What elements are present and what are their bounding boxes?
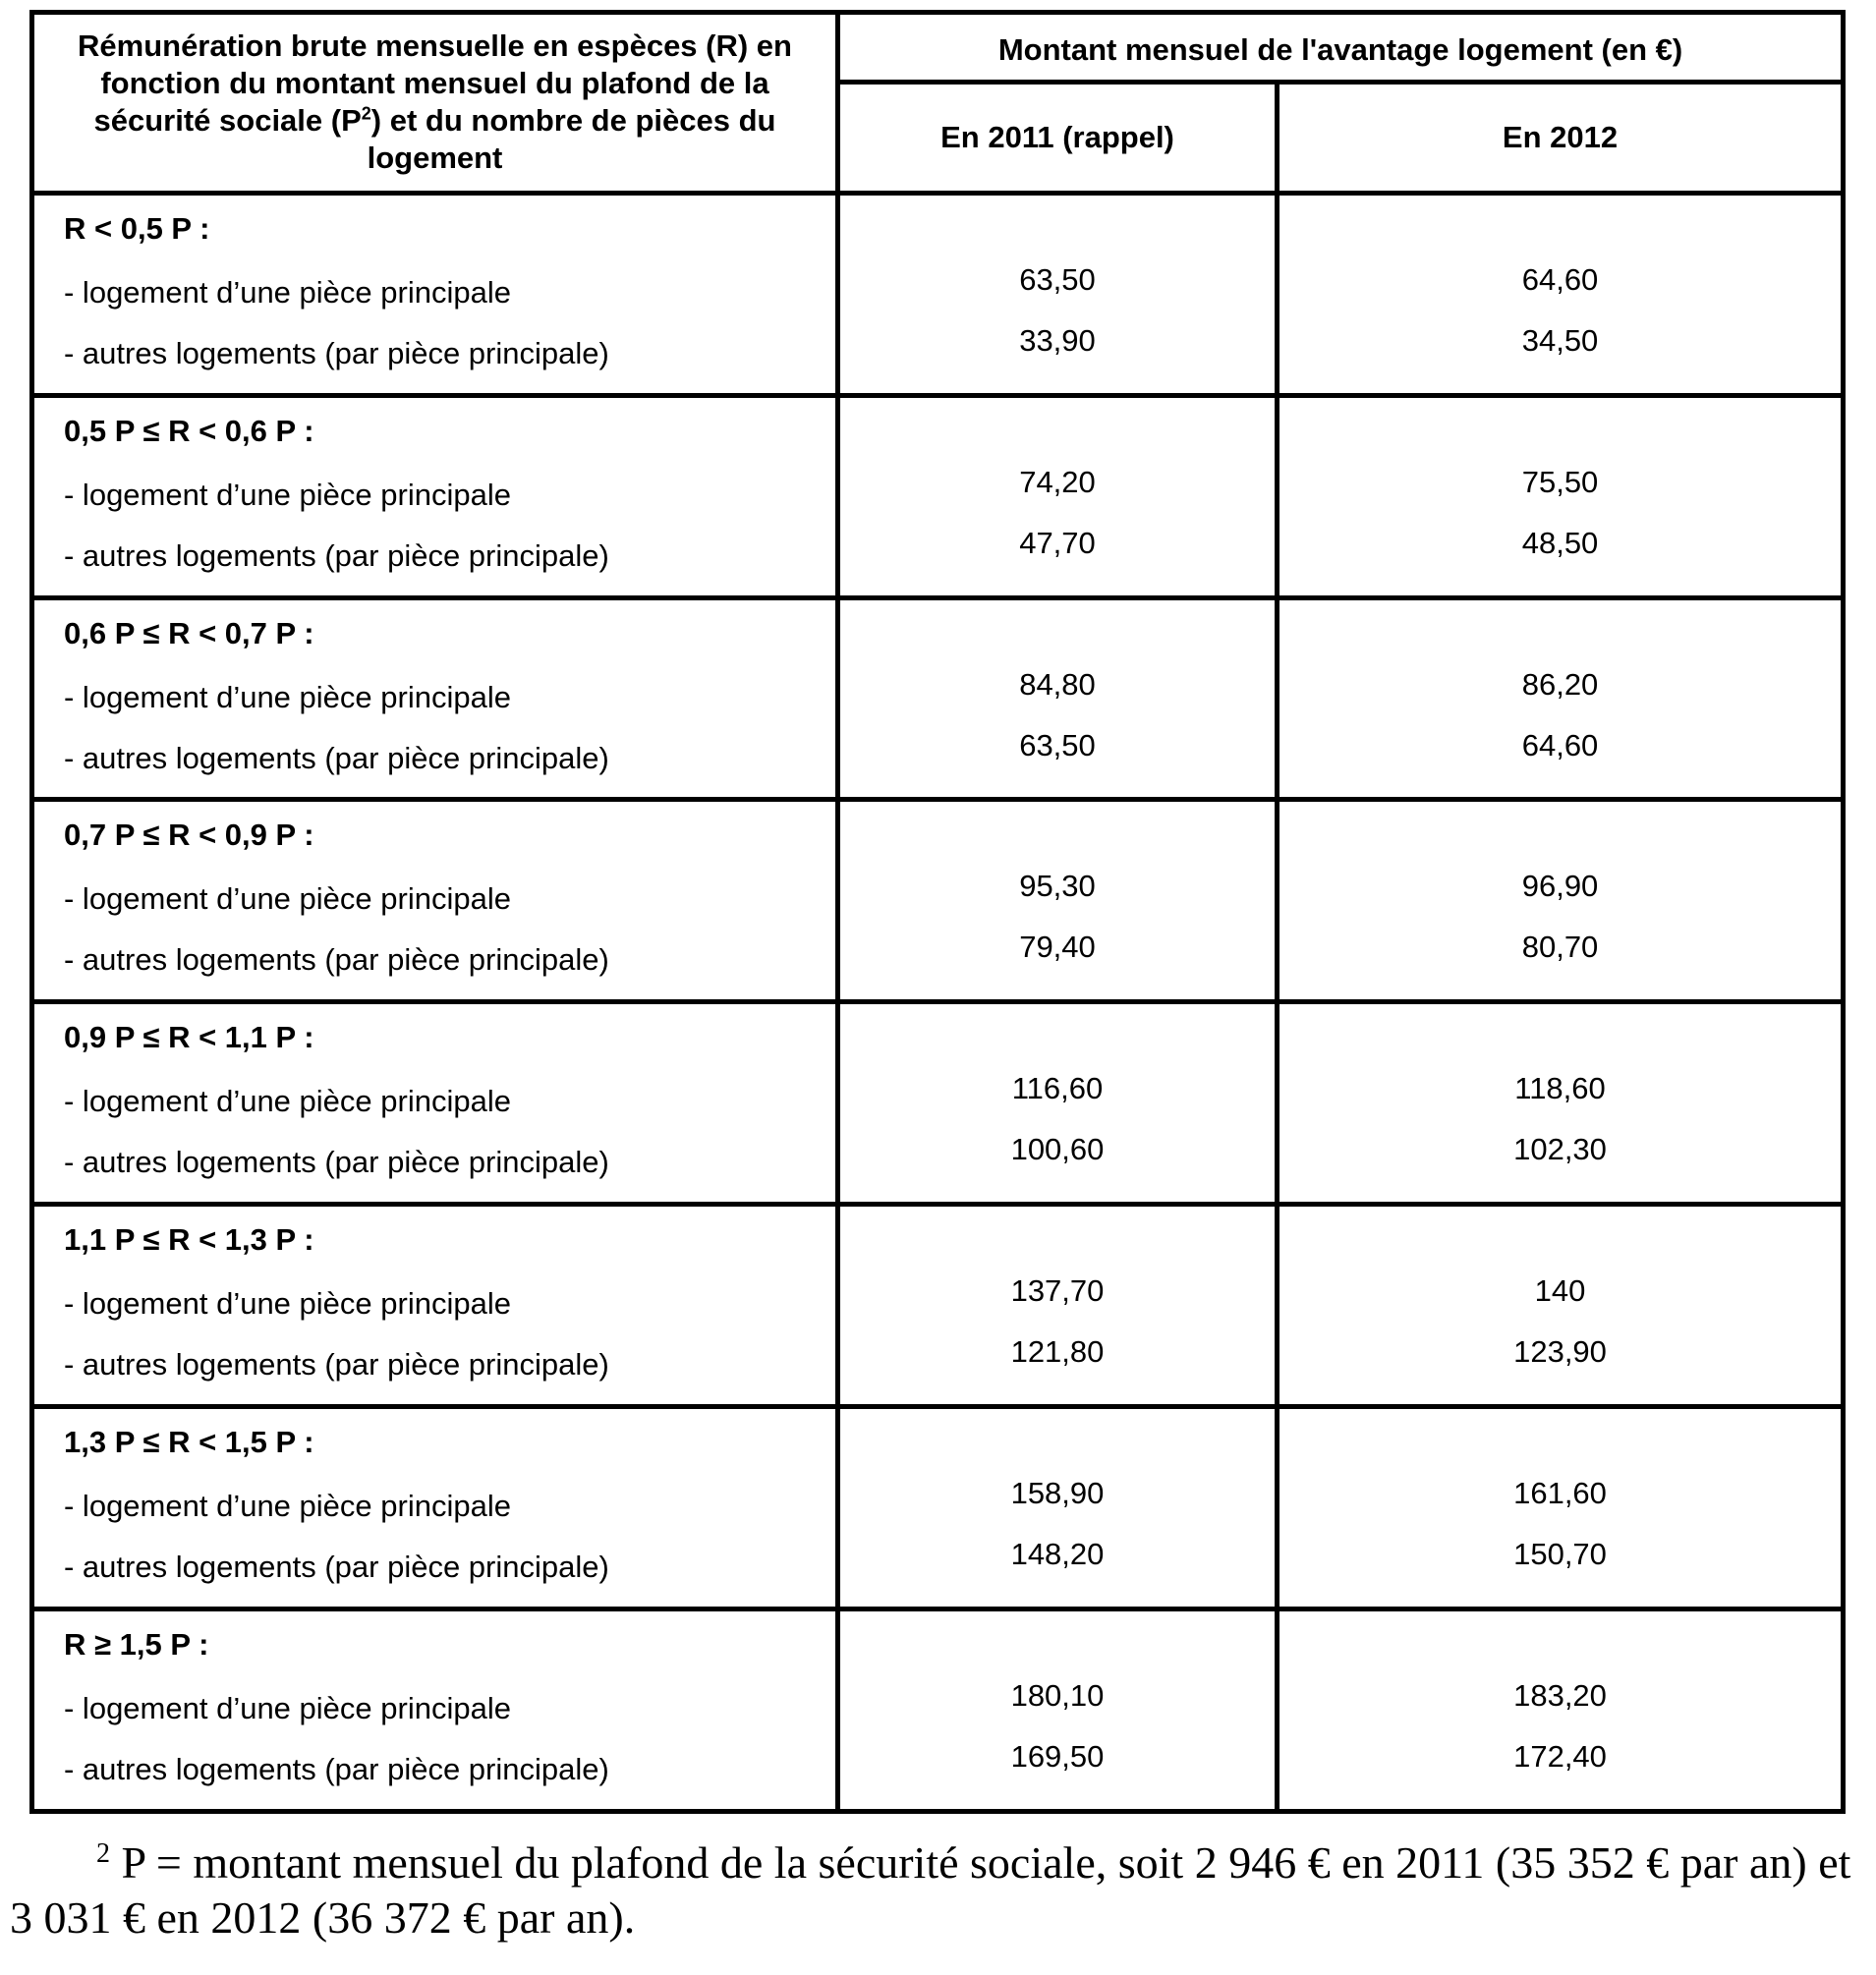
table-row <box>32 1407 1844 1609</box>
value-2011-cell <box>838 395 1278 597</box>
value-2011-single-room: 116,60 <box>1011 1071 1104 1106</box>
bracket-label: 1,1 P ≤ R < 1,3 P : <box>64 1222 314 1258</box>
value-2012-cell <box>1278 193 1844 395</box>
value-2012-single-room: 86,20 <box>1521 666 1599 702</box>
value-2012-single-room: 161,60 <box>1513 1476 1607 1511</box>
value-2011-other-housing: 33,90 <box>1019 322 1096 358</box>
bracket-label: 0,6 P ≤ R < 0,7 P : <box>64 615 314 650</box>
other-housing-label: - autres logements (par pièce principale) <box>64 1347 609 1382</box>
single-room-label: - logement d’une pièce principale <box>64 1489 511 1524</box>
value-2011-other-housing: 148,20 <box>1010 1537 1105 1572</box>
value-2012-single-room: 140 <box>1534 1273 1586 1309</box>
value-2012-cell <box>1278 1002 1844 1205</box>
header-col1-text: Rémunération brute mensuelle en espèces (R) en fonction du montant mensuel du plafond de la sécurité sociale (P <box>78 28 792 139</box>
other-housing-label: - autres logements (par pièce principale) <box>64 537 609 573</box>
other-housing-label: - autres logements (par pièce principale) <box>64 1550 609 1585</box>
value-2011-single-room: 95,30 <box>1019 869 1096 904</box>
value-2011-other-housing: 63,50 <box>1019 727 1096 762</box>
header-col1-sup: 2 <box>361 104 371 125</box>
table-row <box>32 1002 1844 1205</box>
value-2012-other-housing: 123,90 <box>1513 1334 1607 1370</box>
header-year-2012: En 2012 <box>1278 82 1844 193</box>
value-2012-other-housing: 34,50 <box>1521 322 1599 358</box>
value-2012-other-housing: 172,40 <box>1513 1739 1607 1775</box>
bracket-label: 0,9 P ≤ R < 1,1 P : <box>64 1020 314 1055</box>
value-2011-other-housing: 47,70 <box>1019 525 1096 560</box>
value-2012-cell <box>1278 1407 1844 1609</box>
value-2012-single-room: 183,20 <box>1513 1678 1607 1714</box>
single-room-label: - logement d’une pièce principale <box>64 1084 511 1119</box>
value-2012-other-housing: 102,30 <box>1513 1132 1607 1167</box>
value-2011-cell <box>838 1002 1278 1205</box>
value-2011-single-room: 84,80 <box>1019 666 1096 702</box>
footnote-mark: 2 <box>96 1837 110 1869</box>
value-2011-single-room: 180,10 <box>1010 1678 1105 1714</box>
single-room-label: - logement d’une pièce principale <box>64 1286 511 1322</box>
value-2012-single-room: 75,50 <box>1521 464 1599 499</box>
value-2012-other-housing: 150,70 <box>1513 1537 1607 1572</box>
value-2012-single-room: 118,60 <box>1514 1071 1606 1106</box>
value-2011-other-housing: 100,60 <box>1010 1132 1105 1167</box>
value-2011-other-housing: 79,40 <box>1019 930 1096 965</box>
value-2012-single-room: 64,60 <box>1521 261 1599 297</box>
value-2012-cell <box>1278 800 1844 1002</box>
value-2011-cell <box>838 597 1278 800</box>
table-row <box>32 1609 1844 1812</box>
table-row <box>32 395 1844 597</box>
single-room-label: - logement d’une pièce principale <box>64 274 511 310</box>
income-bracket-cell <box>32 193 838 395</box>
single-room-label: - logement d’une pièce principale <box>64 679 511 714</box>
other-housing-label: - autres logements (par pièce principale) <box>64 335 609 370</box>
single-room-label: - logement d’une pièce principale <box>64 477 511 512</box>
value-2011-cell <box>838 1407 1278 1609</box>
value-2011-other-housing: 169,50 <box>1010 1739 1105 1775</box>
value-2012-cell <box>1278 1205 1844 1407</box>
value-2011-single-room: 137,70 <box>1010 1273 1105 1309</box>
other-housing-label: - autres logements (par pièce principale) <box>64 1145 609 1180</box>
bracket-label: R < 0,5 P : <box>64 210 210 246</box>
footnote <box>10 1835 1867 1946</box>
header-year-2011: En 2011 (rappel) <box>838 82 1278 193</box>
header-col1-text-end: ) et du nombre de pièces du logement <box>367 103 776 176</box>
value-2012-other-housing: 64,60 <box>1521 727 1599 762</box>
income-bracket-cell <box>32 1609 838 1812</box>
single-room-label: - logement d’une pièce principale <box>64 1691 511 1726</box>
table-row <box>32 800 1844 1002</box>
header-group-amount: Montant mensuel de l'avantage logement (en €) <box>838 13 1844 83</box>
income-bracket-cell <box>32 1205 838 1407</box>
value-2012-cell <box>1278 1609 1844 1812</box>
income-bracket-cell <box>32 800 838 1002</box>
bracket-label: 0,7 P ≤ R < 0,9 P : <box>64 818 314 853</box>
value-2011-cell <box>838 1205 1278 1407</box>
value-2012-other-housing: 80,70 <box>1521 930 1599 965</box>
other-housing-label: - autres logements (par pièce principale) <box>64 942 609 978</box>
income-bracket-cell <box>32 1002 838 1205</box>
bracket-label: R ≥ 1,5 P : <box>64 1627 209 1663</box>
value-2011-other-housing: 121,80 <box>1010 1334 1105 1370</box>
value-2011-cell <box>838 800 1278 1002</box>
value-2011-cell <box>838 193 1278 395</box>
table-row <box>32 1205 1844 1407</box>
header-income-criterion <box>32 13 838 194</box>
value-2011-single-room: 63,50 <box>1019 261 1096 297</box>
income-bracket-cell <box>32 597 838 800</box>
footnote-text: P = montant mensuel du plafond de la sécurité sociale, soit 2 946 € en 2011 (35 352 € par an) et 3 031 € en 2012 (36 372 € par an). <box>10 1837 1851 1943</box>
table-row <box>32 597 1844 800</box>
single-room-label: - logement d’une pièce principale <box>64 881 511 917</box>
value-2011-single-room: 158,90 <box>1010 1476 1105 1511</box>
bracket-label: 1,3 P ≤ R < 1,5 P : <box>64 1425 314 1460</box>
bracket-label: 0,5 P ≤ R < 0,6 P : <box>64 413 314 448</box>
income-bracket-cell <box>32 1407 838 1609</box>
value-2012-other-housing: 48,50 <box>1521 525 1599 560</box>
value-2012-cell <box>1278 395 1844 597</box>
value-2012-cell <box>1278 597 1844 800</box>
other-housing-label: - autres logements (par pièce principale) <box>64 740 609 775</box>
other-housing-label: - autres logements (par pièce principale) <box>64 1752 609 1787</box>
table-row <box>32 193 1844 395</box>
housing-benefit-table <box>29 10 1846 1814</box>
income-bracket-cell <box>32 395 838 597</box>
value-2011-single-room: 74,20 <box>1019 464 1096 499</box>
value-2012-single-room: 96,90 <box>1521 869 1599 904</box>
value-2011-cell <box>838 1609 1278 1812</box>
